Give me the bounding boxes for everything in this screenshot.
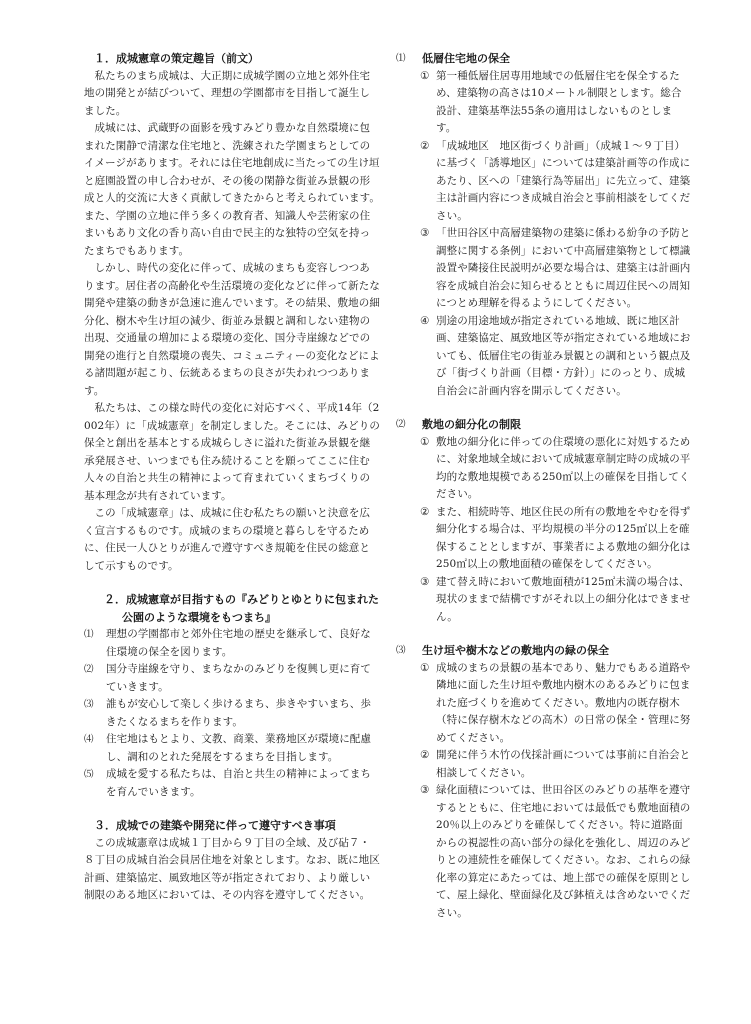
rule-item-marker: ② — [420, 139, 430, 152]
rule-item-marker: ① — [420, 661, 430, 674]
section3-paragraph: この成城憲章は成城１丁目から９丁目の全域、及び砧７・８丁目の成城自治会員居住地を対象とします。なお、既に地区計画、建築協定、風致地区等が指定されており、より厳しい制限のある地区においては、その内容を遵守してください。 — [84, 836, 380, 901]
spacer — [84, 801, 380, 817]
rule-item-text: 緑化面積については、世田谷区のみどりの基準を遵守するとともに、住宅地においては最低でも敷地面積の20％以上のみどりを確保してください。特に道路面からの視認性の高い部分の緑化を強化し、周辺のみどりとの連続性を確保してください。なお、これらの緑化率の算定にあたっては、地上部での確保を原則として、屋上緑化、壁面緑化及び鉢植えは含めないでください。 — [436, 784, 691, 919]
rule-item — [396, 225, 692, 313]
subsection3-heading — [396, 642, 692, 660]
preamble-paragraph-4: 私たちは、この様な時代の変化に対応すべく、平成14年（2002年）に「成城憲章」を制定しました。そこには、みどりの保全と創出を基本とする成城らしさに溢れた街並み景観を継承発展させ、いつまでも住み続けることを願ってここに住む人々の自治と共生の精神によって育まれていくまちづくりの基本理念が共有されています。 — [84, 402, 380, 502]
rule-item-marker: ② — [420, 505, 430, 518]
rule-item-text: 敷地の細分化に伴っての住環境の悪化に対処するために、対象地域全域において成城憲章制定時の成城の平均的な敷地規模である250㎡以上の確保を目指してください。 — [436, 435, 691, 500]
goal-item-text: 国分寺崖線を守り、まちなかのみどりを復興し更に育てていきます。 — [106, 663, 371, 693]
goal-item-number: ⑵ — [84, 664, 94, 675]
rule-item-marker: ③ — [420, 784, 430, 796]
rule-item-text: 成城のまちの景観の基本であり、魅力でもある道路や隣地に面した生け垣や敷地内樹木のあるみどりに包まれた庭づくりを進めてください。敷地内の既存樹木（特に保存樹木などの高木）の日常の保全・管理に努めてください。 — [436, 661, 691, 744]
section3-heading: ３．成城での建築や開発に伴って遵守すべき事項 — [94, 819, 336, 832]
rule-item-marker: ① — [420, 69, 430, 82]
subsection1-heading — [396, 50, 692, 68]
rule-item-text: 第一種低層住居専用地域での低層住宅を保全するため、建築物の高さは10メートル制限とします。総合設計、建築基準法55条の適用はしないものとします。 — [436, 69, 682, 134]
subsection-number: ⑶ — [396, 645, 406, 656]
rule-item — [396, 782, 692, 922]
goal-item — [84, 626, 380, 661]
spacer — [84, 575, 380, 591]
preamble-paragraph-2: 成城には、武蔵野の面影を残すみどり豊かな自然環境に包まれた閑静で清潔な住宅地と、洗練された学園まちとしてのイメージがあります。それには住宅地創成に当たっての生け垣と庭園設置の申し合わせが、その後の閑静な街並み景観の形成と人的交流に大きく貢献してきたからと考えられています。また、学園の立地に伴う多くの教育者、知識人や芸術家の住まいもあり文化の香り高い自由で民主的な独特の空気を持ったまちでもあります。 — [84, 122, 380, 257]
rule-item — [396, 574, 692, 627]
subsection-title: 生け垣や樹木などの敷地内の緑の保全 — [422, 644, 609, 657]
section1-heading: １．成城憲章の策定趣旨（前文） — [94, 52, 259, 65]
subsection-title: 低層住宅地の保全 — [422, 52, 510, 65]
preamble-paragraph-5: この「成城憲章」は、成城に住む私たちの願いと決意を広く宣言するものです。成城のまちの環境と暮らしを守るために、住民一人ひとりが進んで遵守すべき規範を住民の総意として示すものです。 — [84, 507, 371, 572]
goal-item-number: ⑷ — [84, 734, 94, 745]
rule-item-text: また、相続時等、地区住民の所有の敷地をやむを得ず細分化する場合は、平均規模の半分の125㎡以上を確保することとしますが、事業者による敷地の細分化は250㎡以上の敷地面積の確保をしてください。 — [436, 505, 691, 570]
rule-item-text: 「世田谷区中高層建築物の建築に係わる紛争の予防と調整に関する条例」において中高層建築物として標識設置や隣接住民説明が必要な場合は、建築主は計画内容を成城自治会に知らせるとともに周辺住民への周知につとめ理解を得るようにしてください。 — [436, 227, 691, 309]
rule-item-marker: ① — [420, 435, 430, 448]
goal-item-text: 誰もが安心して楽しく歩けるまち、歩きやすいまち、歩きたくなるまちを作ります。 — [106, 698, 371, 728]
goal-item — [84, 696, 380, 731]
rule-item — [396, 660, 692, 748]
goal-item-number: ⑸ — [84, 769, 94, 780]
rule-item-text: 建て替え時において敷地面積が125㎡未満の場合は、現状のままで結構ですがそれ以上の細分化はできません。 — [436, 575, 691, 623]
subsection2-heading — [396, 416, 692, 434]
preamble-paragraph-1: 私たちのまち成城は、大正期に成城学園の立地と郊外住宅地の開発とが結びついて、理想の学園都市を目指して誕生しました。 — [84, 69, 371, 117]
preamble-paragraph-3: しかし、時代の変化に伴って、成城のまちも変容しつつあります。居住者の高齢化や生活環境の変化などに伴って新たな開発や建築の動きが急速に進んでいます。その結果、敷地の細分化、樹木や生け垣の減少、街並み景観と調和しない建物の出現、交通量の増加による環境の変化、国分寺崖線などでの開発の進行と自然環境の喪失、コミュニティーの変化などによる諸問題が起こり、伝統あるまちの良さが失われつつあります。 — [84, 262, 380, 397]
rule-item-text: 開発に伴う木竹の伐採計画については事前に自治会と相談してください。 — [436, 749, 691, 779]
goal-item-number: ⑴ — [84, 629, 94, 640]
goal-item-number: ⑶ — [84, 699, 94, 710]
goal-item — [84, 731, 380, 766]
goal-item — [84, 766, 380, 801]
rule-item — [396, 68, 692, 138]
rule-item — [396, 313, 692, 401]
subsection-title: 敷地の細分化の制限 — [422, 418, 521, 431]
left-column — [84, 50, 380, 905]
rule-item — [396, 504, 692, 574]
goal-item-text: 住宅地はもとより、文教、商業、業務地区が環境に配慮し、調和のとれた発展をするまちを目指します。 — [106, 733, 371, 763]
rule-item-marker: ③ — [420, 575, 430, 588]
right-column — [396, 50, 692, 922]
section2-heading: ２．成城憲章が目指すもの『みどりとゆとりに包まれた公園のような環境をもつまち』 — [104, 593, 379, 624]
rule-item — [396, 434, 692, 504]
goal-item — [84, 661, 380, 696]
subsection-number: ⑵ — [396, 419, 406, 430]
rule-item — [396, 138, 692, 226]
goal-item-text: 成城を愛する私たちは、自治と共生の精神によってまちを育んでいきます。 — [106, 768, 371, 798]
rule-item-marker: ③ — [420, 227, 430, 239]
spacer — [396, 626, 692, 642]
rule-item-marker: ④ — [420, 314, 430, 327]
rule-item-text: 別途の用途地域が指定されている地域、既に地区計画、建築協定、風致地区等が指定されている地域においても、低層住宅の街並み景観との調和という観点及び「街づくり計画（目標・方針）」にのっとり、成城自治会に計画内容を開示してください。 — [436, 314, 691, 397]
goal-item-text: 理想の学園都市と郊外住宅地の歴史を継承して、良好な住環境の保全を図ります。 — [106, 628, 371, 658]
rule-item-text: 「成城地区 地区街づくり計画」（成城１～９丁目）に基づく「誘導地区」については建築計画等の作成にあたり、区への「建築行為等届出」に先立って、建築主は計画内容につき成城自治会と事前相談をしてください。 — [436, 139, 691, 222]
rule-item — [396, 747, 692, 782]
spacer — [396, 400, 692, 416]
subsection-number: ⑴ — [396, 53, 406, 64]
rule-item-marker: ② — [420, 749, 430, 761]
